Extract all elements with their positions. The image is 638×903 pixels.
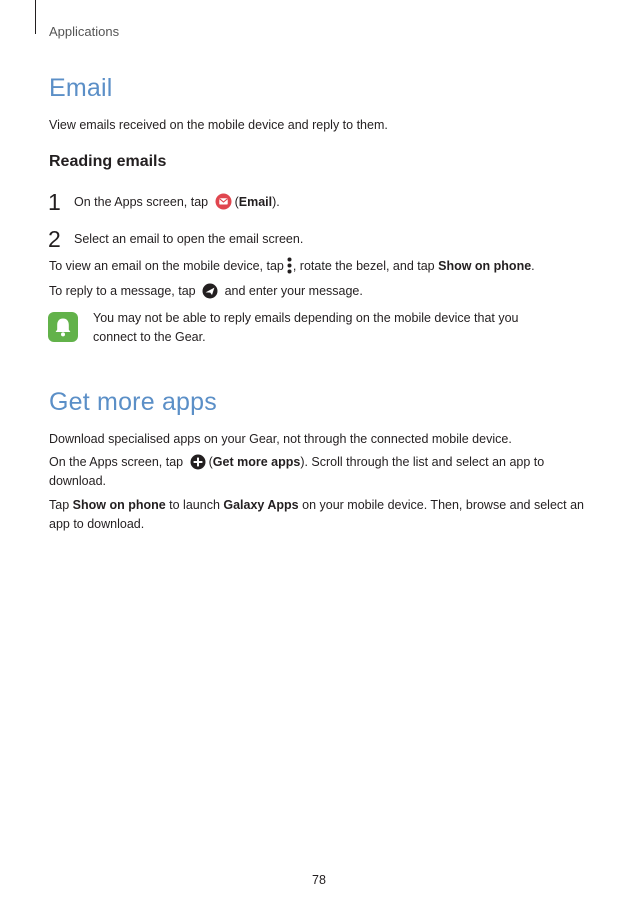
reply-icon: [202, 283, 218, 299]
reading-emails-heading: Reading emails: [49, 153, 167, 170]
view-email-line: [49, 257, 594, 276]
get-more-apps-title: Get more apps: [49, 388, 217, 416]
corner-rule: [35, 0, 36, 34]
apps-line-3: [49, 496, 589, 534]
apps-line-3-bold-1: Show on phone: [72, 498, 166, 512]
step-1-text: [74, 193, 280, 212]
note-text: You may not be able to reply emails depending on the mobile device that you connect to the Gear.: [93, 311, 519, 344]
step-2-number: 2: [48, 226, 61, 252]
apps-line-2-bold: Get more apps: [212, 455, 301, 469]
step-1-close: ).: [272, 195, 280, 209]
step-1-bold: Email: [238, 195, 273, 209]
note-bell-icon: [48, 312, 78, 342]
step-1-pre: On the Apps screen, tap: [74, 195, 209, 209]
apps-line-3-mid: to launch: [165, 498, 224, 512]
apps-line-2-open: (: [208, 455, 213, 469]
email-intro: View emails received on the mobile device and reply to them.: [49, 118, 388, 132]
reply-line: [49, 282, 594, 301]
view-line-bold: Show on phone: [438, 259, 532, 273]
reply-line-post: and enter your message.: [224, 284, 363, 298]
email-app-icon: [215, 193, 232, 210]
add-icon: [190, 454, 206, 470]
apps-line-2-pre: On the Apps screen, tap: [49, 455, 184, 469]
view-line-mid: , rotate the bezel, and tap: [292, 259, 439, 273]
email-title: Email: [49, 74, 113, 102]
view-line-post: .: [531, 259, 535, 273]
apps-line-2: [49, 453, 569, 491]
step-1-open: (: [234, 195, 239, 209]
page-number: 78: [312, 873, 326, 887]
more-options-icon: [287, 257, 292, 274]
view-line-pre: To view an email on the mobile device, tap: [49, 259, 284, 273]
step-2-text: Select an email to open the email screen.: [74, 232, 304, 246]
apps-line-3-post: on your mobile device. Then, browse and select an app to download.: [49, 498, 584, 531]
apps-line-3-pre: Tap: [49, 498, 73, 512]
apps-line-3-bold-2: Galaxy Apps: [223, 498, 299, 512]
section-header: Applications: [49, 24, 120, 39]
reply-line-pre: To reply to a message, tap: [49, 284, 196, 298]
apps-line-1: Download specialised apps on your Gear, not through the connected mobile device.: [49, 432, 512, 446]
step-1-number: 1: [48, 189, 61, 215]
apps-line-2-post: ). Scroll through the list and select an app to download.: [49, 455, 545, 488]
